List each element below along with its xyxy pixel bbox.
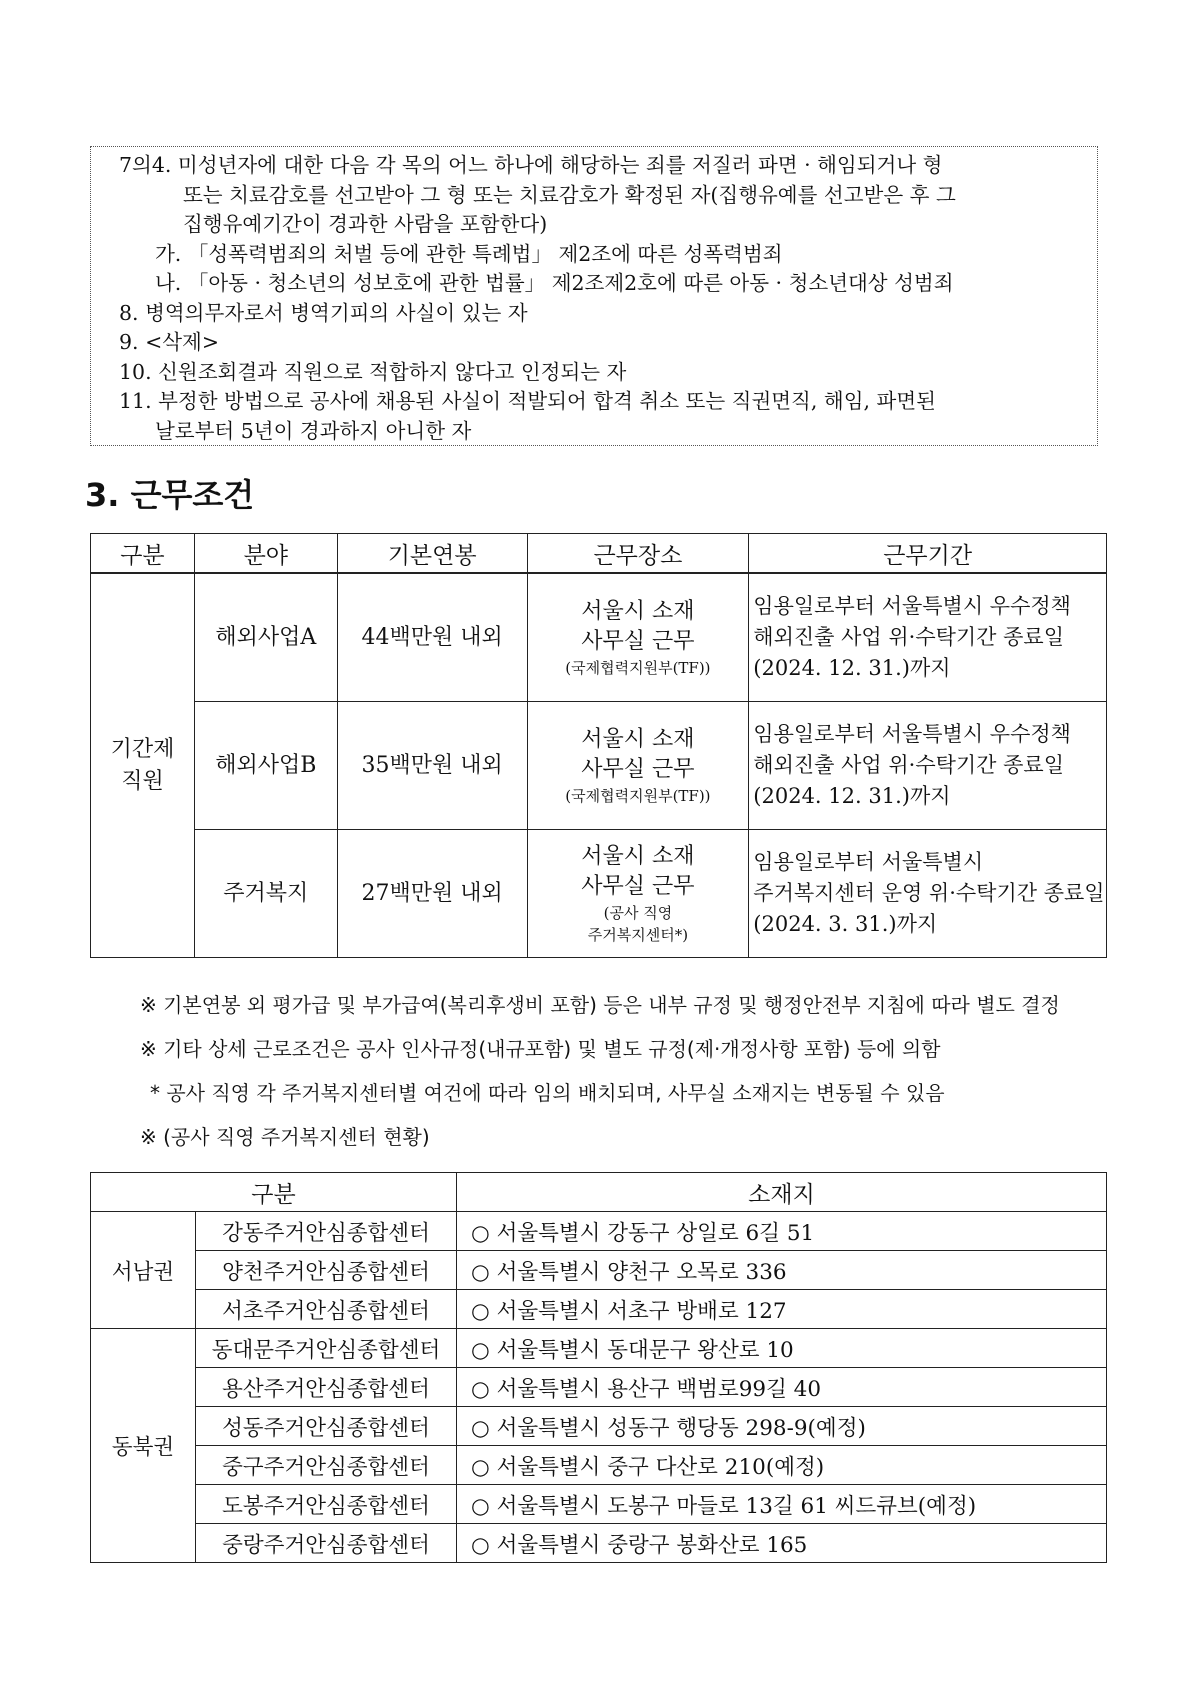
- center-name: 중구주거안심종합센터: [196, 1446, 457, 1485]
- section-title: 3. 근무조건: [85, 476, 255, 514]
- center-address: ○ 서울특별시 서초구 방배로 127: [457, 1290, 1107, 1329]
- center-name: 도봉주거안심종합센터: [196, 1485, 457, 1524]
- salary-cell: 27백만원 내외: [337, 830, 527, 958]
- dq-item: 8. 병역의무자로서 병역기피의 사실이 있는 자: [119, 300, 528, 325]
- work-conditions-table: [90, 533, 1107, 958]
- header-place: 근무장소: [527, 534, 749, 574]
- table-row: [91, 1368, 1107, 1407]
- table-row: [91, 1446, 1107, 1485]
- place-cell: [527, 702, 749, 830]
- header-category: 구분: [91, 1173, 457, 1212]
- dq-item: 날로부터 5년이 경과하지 아니한 자: [155, 418, 472, 443]
- note-line: ※ 기본연봉 외 평가급 및 부가급여(복리후생비 포함) 등은 내부 규정 및 행정안전부 지침에 따라 별도 결정: [140, 993, 1060, 1017]
- center-address: ○ 서울특별시 성동구 행당동 298-9(예정): [457, 1407, 1107, 1446]
- place-main: 서울시 소재 사무실 근무: [581, 726, 695, 782]
- place-cell: [527, 830, 749, 958]
- note-line: ※ (공사 직영 주거복지센터 현황): [140, 1125, 430, 1149]
- table-row: [91, 1485, 1107, 1524]
- center-name: 중랑주거안심종합센터: [196, 1524, 457, 1563]
- center-name: 용산주거안심종합센터: [196, 1368, 457, 1407]
- table-row: [91, 1524, 1107, 1563]
- table-header-row: [91, 1173, 1107, 1212]
- place-sub: (국제협력지원부(TF)): [565, 786, 711, 805]
- salary-cell: 35백만원 내외: [337, 702, 527, 830]
- header-salary: 기본연봉: [337, 534, 527, 574]
- dq-subitem: 나. 「아동 · 청소년의 성보호에 관한 법률」 제2조제2호에 따른 아동 · 청소년대상 성범죄: [155, 271, 954, 295]
- field-cell: 주거복지: [194, 830, 337, 958]
- header-category: 구분: [91, 534, 195, 574]
- table-row: [91, 1212, 1107, 1251]
- dq-item: 11. 부정한 방법으로 공사에 채용된 사실이 적발되어 합격 취소 또는 직권면직, 해임, 파면된: [119, 389, 936, 413]
- place-sub: (국제협력지원부(TF)): [565, 658, 711, 677]
- center-name: 동대문주거안심종합센터: [196, 1329, 457, 1368]
- disqualification-box: [90, 146, 1098, 446]
- center-name: 서초주거안심종합센터: [196, 1290, 457, 1329]
- period-cell: 임용일로부터 서울특별시 우수정책 해외진출 사업 위·수탁기간 종료일 (2024. 12. 31.)까지: [749, 573, 1107, 702]
- dq-subitem: 가. 「성폭력범죄의 처벌 등에 관한 특례법」 제2조에 따른 성폭력범죄: [155, 241, 783, 266]
- table-row: [91, 830, 1107, 958]
- salary-cell: 44백만원 내외: [337, 573, 527, 702]
- field-cell: 해외사업A: [194, 573, 337, 702]
- table-row: [91, 1290, 1107, 1329]
- center-name: 강동주거안심종합센터: [196, 1212, 457, 1251]
- region-cell: 서남권: [91, 1212, 196, 1329]
- table-header-row: [91, 534, 1107, 574]
- dq-item: 7의4. 미성년자에 대한 다음 각 목의 어느 하나에 해당하는 죄를 저질러 파면 · 해임되거나 형: [119, 153, 943, 177]
- center-address: ○ 서울특별시 중랑구 봉화산로 165: [457, 1524, 1107, 1563]
- center-address: ○ 서울특별시 강동구 상일로 6길 51: [457, 1212, 1107, 1251]
- dq-item: 집행유예기간이 경과한 사람을 포함한다): [183, 212, 548, 236]
- header-field: 분야: [194, 534, 337, 574]
- table-row: [91, 1251, 1107, 1290]
- center-name: 양천주거안심종합센터: [196, 1251, 457, 1290]
- period-cell: 임용일로부터 서울특별시 우수정책 해외진출 사업 위·수탁기간 종료일 (2024. 12. 31.)까지: [749, 702, 1107, 830]
- center-address: ○ 서울특별시 중구 다산로 210(예정): [457, 1446, 1107, 1485]
- place-sub: (공사 직영 주거복지센터*): [587, 903, 689, 944]
- period-cell: 임용일로부터 서울특별시 주거복지센터 운영 위·수탁기간 종료일 (2024. 3. 31.)까지: [749, 830, 1107, 958]
- table-row: [91, 1329, 1107, 1368]
- table-row: [91, 702, 1107, 830]
- center-address: ○ 서울특별시 도봉구 마들로 13길 61 씨드큐브(예정): [457, 1485, 1107, 1524]
- center-address: ○ 서울특별시 용산구 백범로99길 40: [457, 1368, 1107, 1407]
- region-cell: 동북권: [91, 1329, 196, 1563]
- note-line: ※ 기타 상세 근로조건은 공사 인사규정(내규포함) 및 별도 규정(제·개정사항 포함) 등에 의함: [140, 1037, 941, 1061]
- center-name: 성동주거안심종합센터: [196, 1407, 457, 1446]
- place-main: 서울시 소재 사무실 근무: [581, 843, 695, 899]
- notes: [140, 983, 1060, 1159]
- place-cell: [527, 573, 749, 702]
- note-line: * 공사 직영 각 주거복지센터별 여건에 따라 임의 배치되며, 사무실 소재지는 변동될 수 있음: [150, 1081, 945, 1105]
- header-period: 근무기간: [749, 534, 1107, 574]
- housing-center-table: [90, 1172, 1107, 1563]
- field-cell: 해외사업B: [194, 702, 337, 830]
- place-main: 서울시 소재 사무실 근무: [581, 598, 695, 654]
- group-cell: 기간제 직원: [91, 573, 195, 958]
- center-address: ○ 서울특별시 양천구 오목로 336: [457, 1251, 1107, 1290]
- dq-item: 9. <삭제>: [119, 330, 220, 354]
- dq-item: 또는 치료감호를 선고받아 그 형 또는 치료감호가 확정된 자(집행유예를 선고받은 후 그: [183, 182, 956, 207]
- header-location: 소재지: [457, 1173, 1107, 1212]
- table-row: [91, 573, 1107, 702]
- table-row: [91, 1407, 1107, 1446]
- center-address: ○ 서울특별시 동대문구 왕산로 10: [457, 1329, 1107, 1368]
- dq-item: 10. 신원조회결과 직원으로 적합하지 않다고 인정되는 자: [119, 359, 627, 384]
